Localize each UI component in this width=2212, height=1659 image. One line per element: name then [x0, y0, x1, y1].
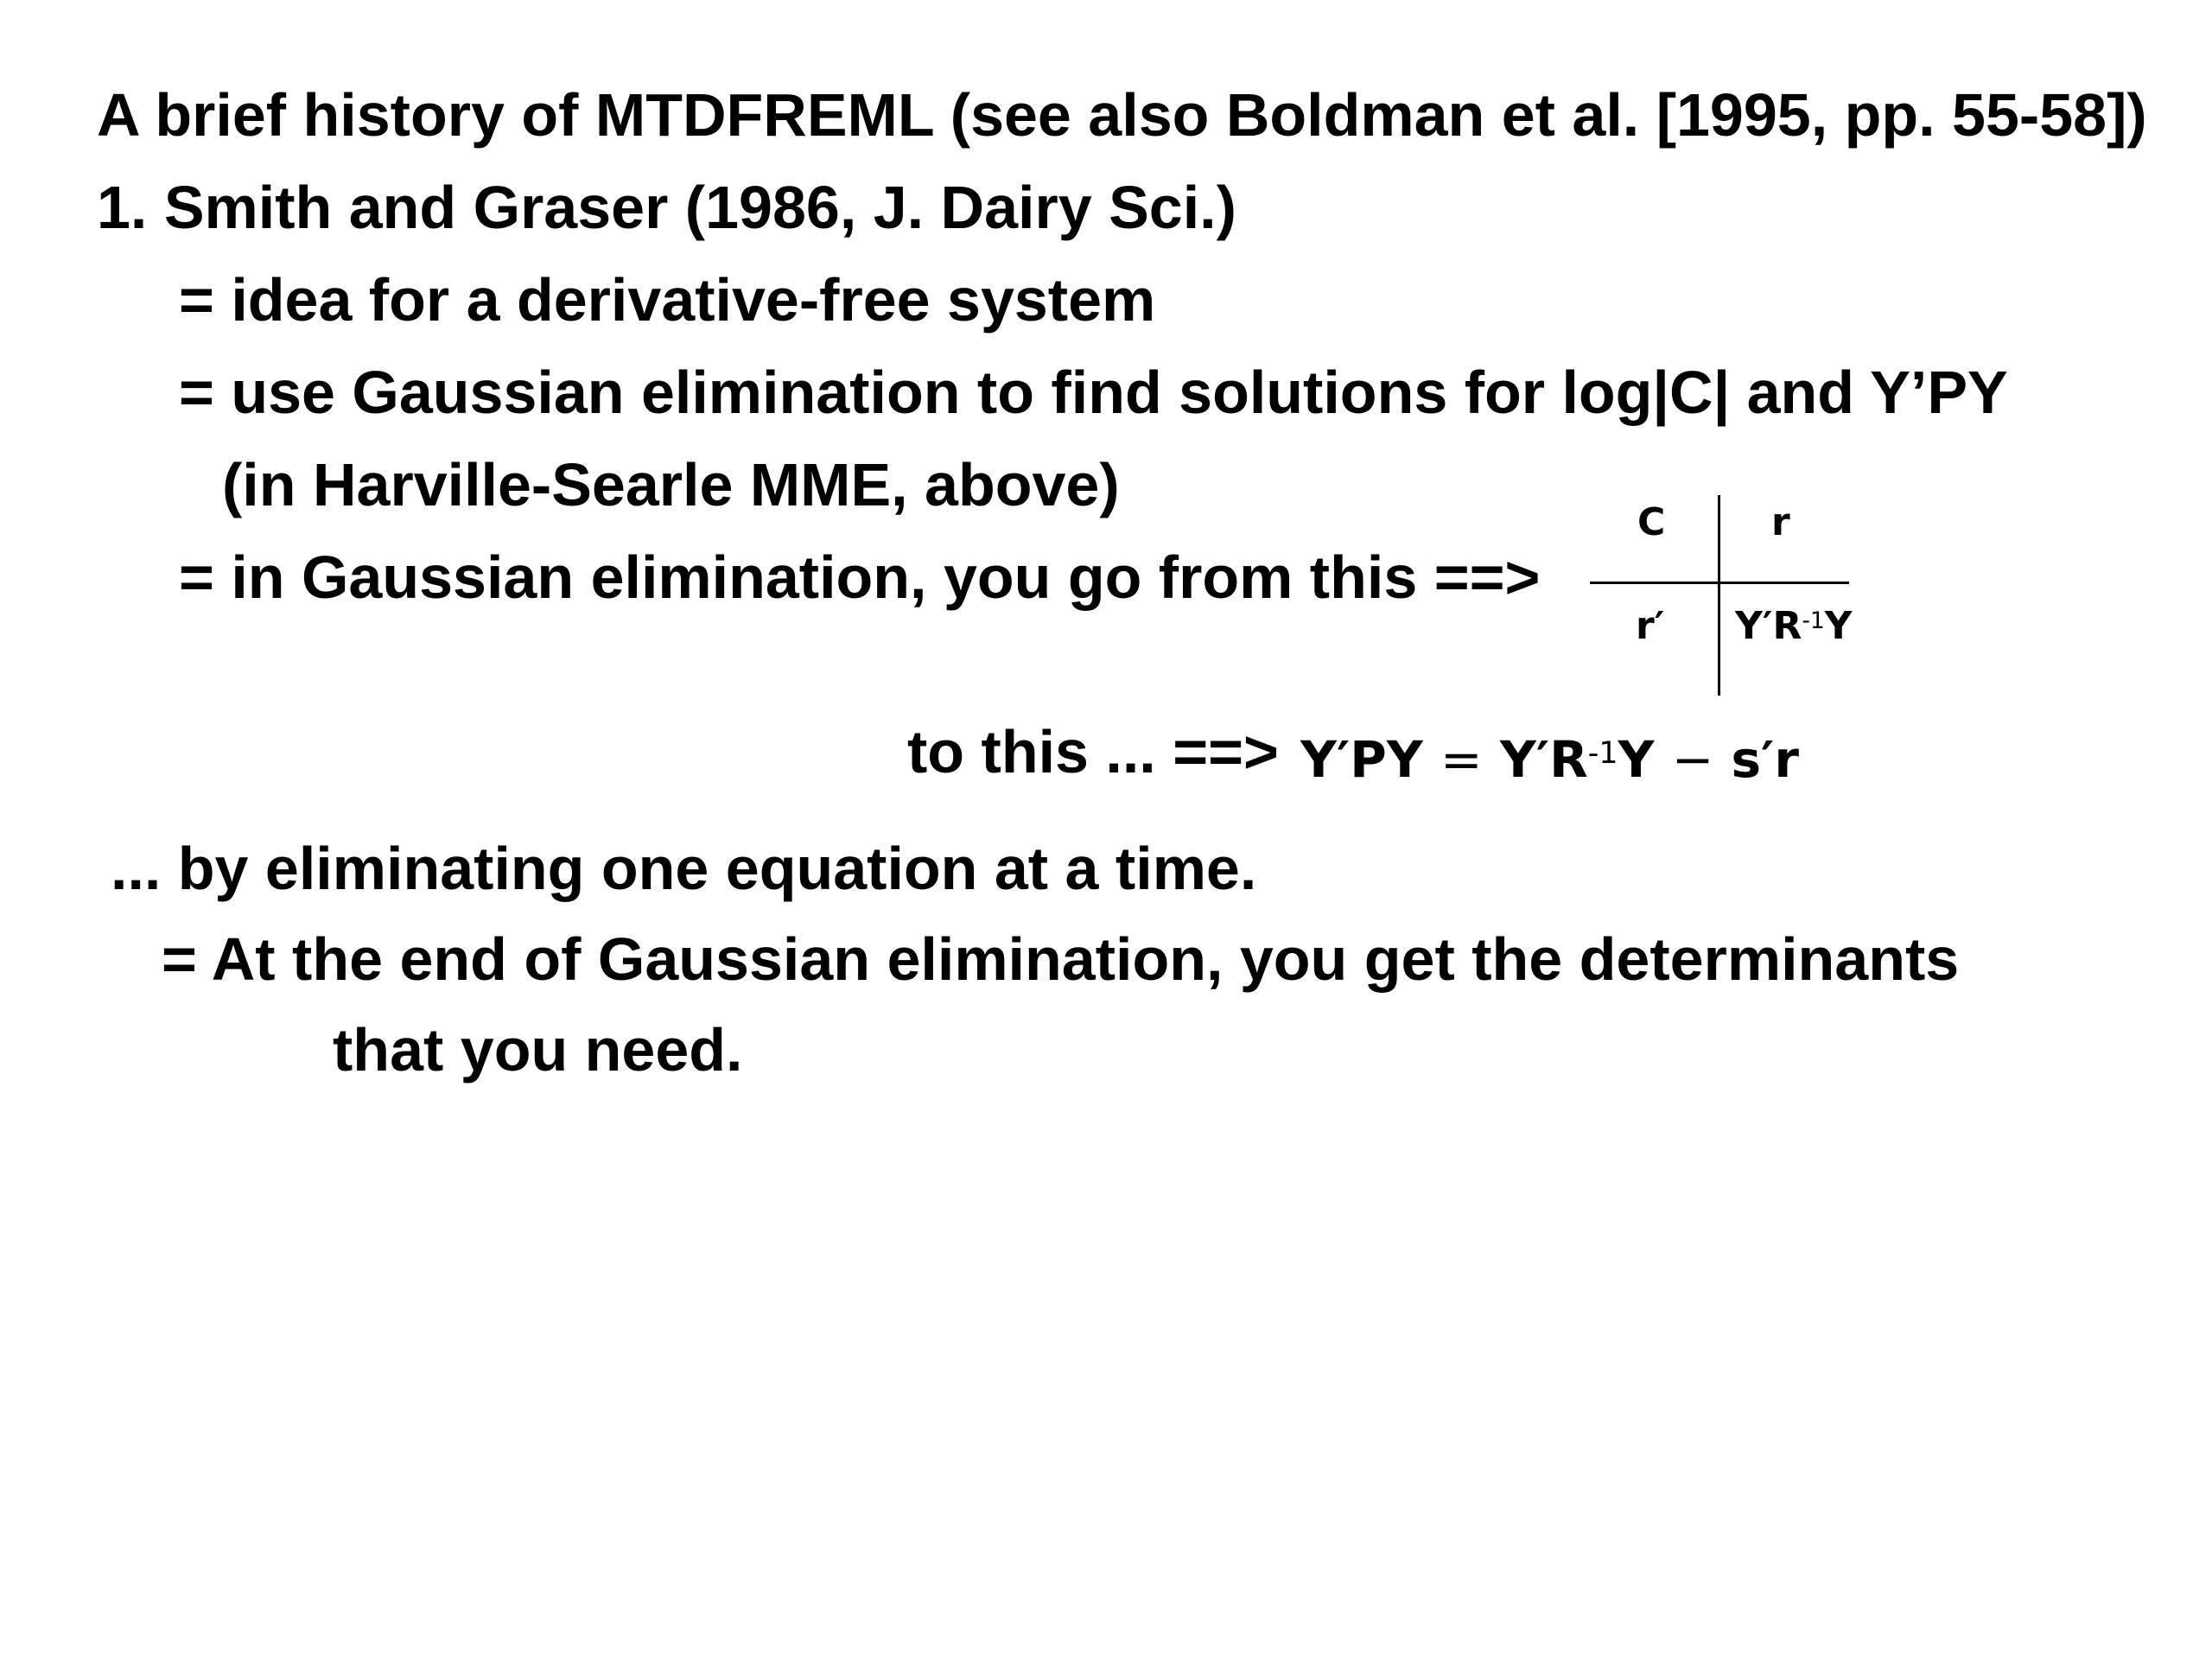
formula-minus: −	[1671, 730, 1714, 789]
formula-last-term: s′r	[1731, 730, 1799, 789]
matrix-cell-bottom-right-base: Y′R	[1735, 604, 1802, 648]
formula-rhs-tail: Y	[1618, 730, 1655, 789]
result-formula	[1300, 730, 1799, 789]
slide-title: A brief history of MTDFREML (see also Boldman et al. [1995, pp. 55-58])	[97, 81, 2147, 149]
sub-point-derivative-free: = idea for a derivative-free system	[179, 266, 1156, 334]
sub-point-go-from: = in Gaussian elimination, you go from this ==>	[179, 543, 1541, 611]
partitioned-matrix	[1590, 488, 1853, 696]
matrix-vertical-divider	[1718, 495, 1720, 696]
sub-point-continuation: (in Harville-Searle MME, above)	[222, 451, 1120, 518]
formula-rhs-base: Y′R	[1499, 730, 1588, 789]
matrix-cell-bottom-left: r′	[1636, 604, 1665, 648]
to-this-label: to this ... ==>	[907, 718, 1279, 785]
list-item-1: 1. Smith and Graser (1986, J. Dairy Sci.)	[97, 174, 1236, 241]
sub-point-gaussian-elimination: = use Gaussian elimination to find solutions for log|C| and Y’PY	[179, 359, 2008, 426]
formula-lhs: Y′PY	[1300, 730, 1423, 789]
matrix-cell-top-left: C	[1637, 500, 1666, 544]
matrix-cell-bottom-right-tail: Y	[1824, 604, 1853, 648]
formula-rhs-exponent: -1	[1587, 736, 1618, 772]
matrix-cell-top-right: r	[1771, 500, 1790, 544]
end-line-determinants: = At the end of Gaussian elimination, you get the determinants	[162, 925, 1960, 993]
eliminating-line: ... by eliminating one equation at a time.	[111, 835, 1257, 902]
end-line-need: that you need.	[333, 1016, 743, 1084]
formula-equals: =	[1440, 730, 1483, 789]
matrix-cell-bottom-right	[1735, 604, 1853, 648]
matrix-cell-bottom-right-exponent: -1	[1802, 607, 1825, 635]
matrix-horizontal-divider	[1590, 582, 1849, 584]
